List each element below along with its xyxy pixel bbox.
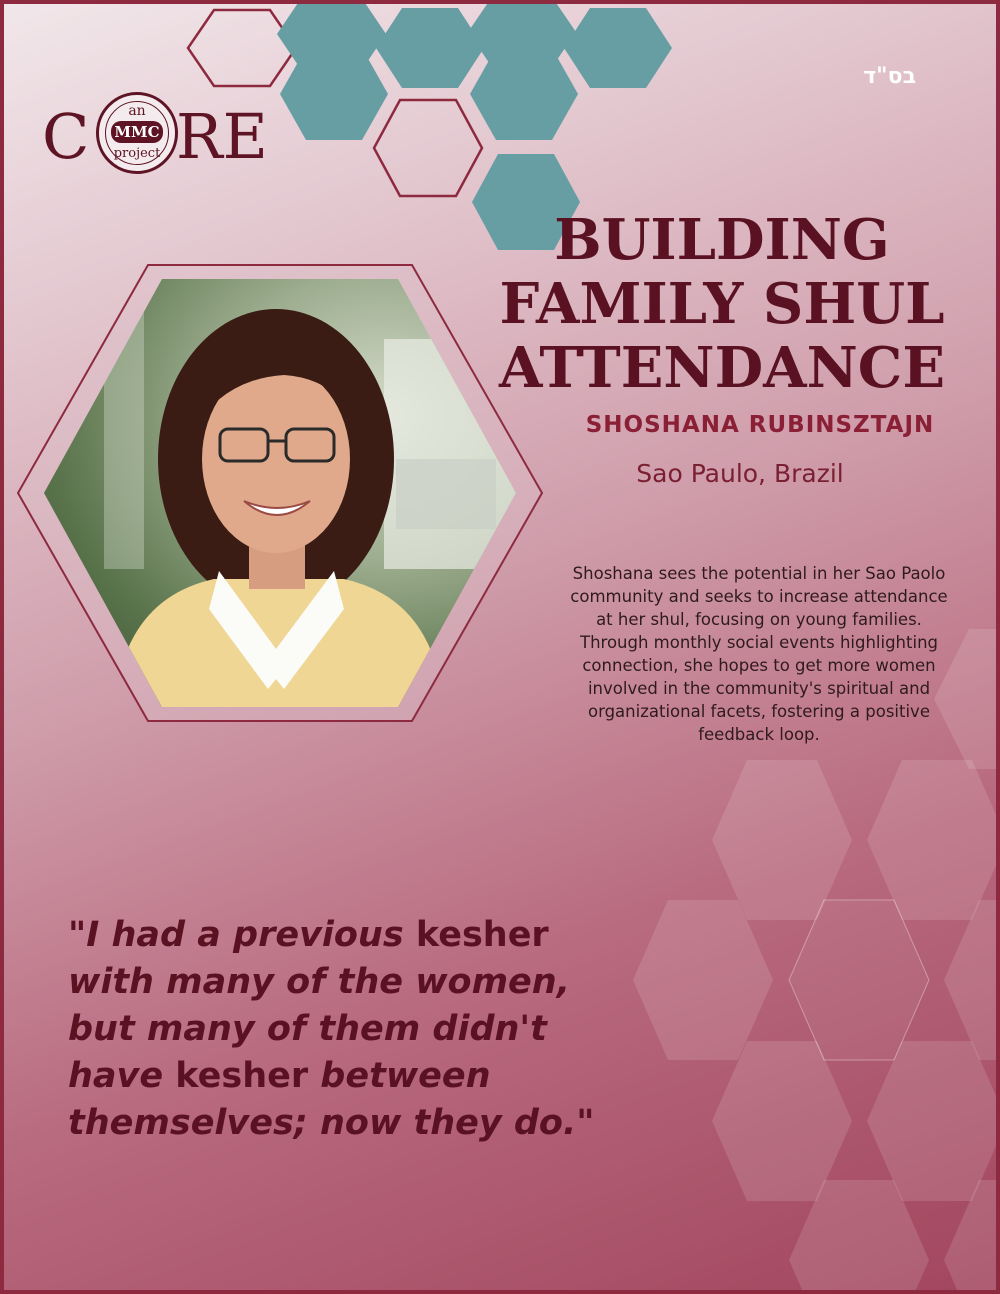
hexagon-light xyxy=(712,760,852,920)
hebrew-mark: בס"ד xyxy=(863,64,916,89)
hexagon-light xyxy=(633,900,773,1060)
quote-text: "I had a previous xyxy=(68,915,416,955)
title-line: ATTENDANCE xyxy=(498,335,946,401)
logo-mmc: MMC xyxy=(111,121,163,143)
portrait-frame xyxy=(16,263,544,723)
title-line: BUILDING xyxy=(554,207,890,273)
page-title xyxy=(492,208,952,400)
logo-letter-c: C xyxy=(42,100,90,173)
title-line: FAMILY SHUL xyxy=(499,271,945,337)
person-location: Sao Paulo, Brazil xyxy=(636,459,844,488)
logo-project: project xyxy=(113,146,161,161)
quote-term: kesher xyxy=(415,915,549,955)
person-name: SHOSHANA RUBINSZTAJN xyxy=(585,412,935,438)
logo-ring xyxy=(96,92,178,174)
core-logo xyxy=(42,84,274,194)
hexagon-light xyxy=(712,1041,852,1201)
quote-text: with many of the women, but many of them didn't have xyxy=(68,962,570,1096)
logo-letters-re: RE xyxy=(176,100,268,173)
testimonial-quote xyxy=(68,912,628,1147)
quote-text: between themselves; now they do." xyxy=(68,1056,595,1143)
hexagon-light xyxy=(867,1041,1000,1201)
hexagon-light xyxy=(944,900,1000,1060)
project-description: Shoshana sees the potential in her Sao Paolo community and seeks to increase attendance at her shul, focusing on young families. Through monthly social events highlighting connection, she hopes to get more women involved in the community's spiritual and organizational facets, fostering a positive feedback loop. xyxy=(570,563,948,744)
quote-term: kesher xyxy=(175,1056,309,1096)
hexagon-outline-light xyxy=(789,900,929,1060)
hexagon-light xyxy=(867,760,1000,920)
logo-an: an xyxy=(128,103,146,119)
